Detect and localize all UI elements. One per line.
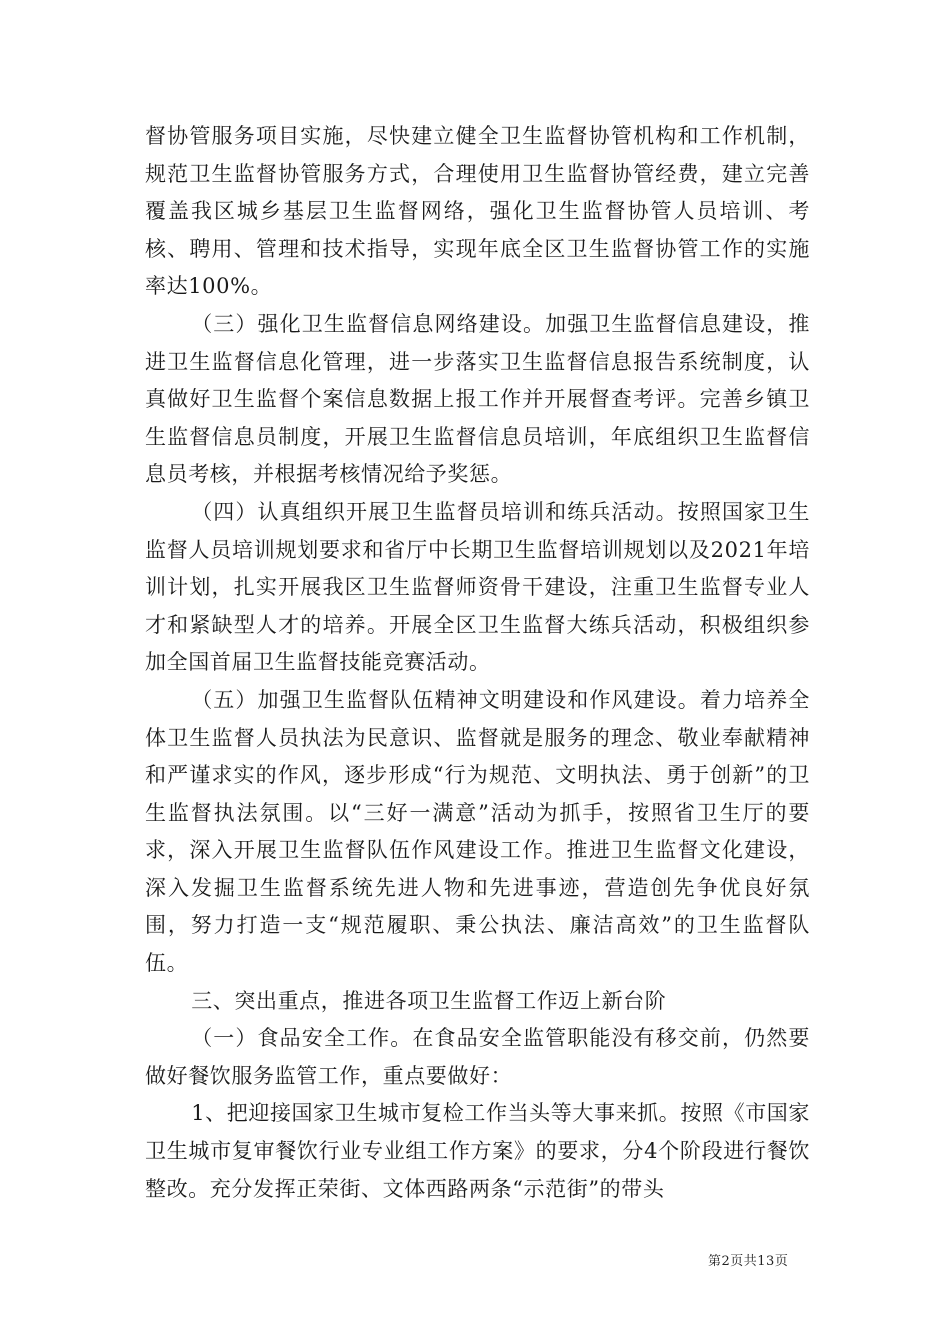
paragraph-continuation: 督协管服务项目实施，尽快建立健全卫生监督协管机构和工作机制，规范卫生监督协管服务方式，合理使用卫生监督协管经费，建立完善覆盖我区城乡基层卫生监督网络，强化卫生监督协管人员培训、考核、聘用、管理和技术指导，实现年底全区卫生监督协管工作的实施率达100%。 — [145, 124, 810, 299]
paragraph-section-5: （五）加强卫生监督队伍精神文明建设和作风建设。着力培养全体卫生监督人员执法为民意识、监督就是服务的理念、敬业奉献精神和严谨求实的作风，逐步形成“行为规范、文明执法、勇于创新”的卫生监督执法氛围。以“三好一满意”活动为抓手，按照省卫生厅的要求，深入开展卫生监督队伍作风建设工作。推进卫生监督文化建设，深入发掘卫生监督系统先进人物和先进事迹，营造创先争优良好氛围，努力打造一支“规范履职、秉公执法、廉洁高效”的卫生监督队伍。 — [145, 687, 810, 976]
paragraph-section-4: （四）认真组织开展卫生监督员培训和练兵活动。按照国家卫生监督人员培训规划要求和省厅中长期卫生监督培训规划以及2021年培训计划，扎实开展我区卫生监督师资骨干建设，注重卫生监督专业人才和紧缺型人才的培养。开展全区卫生监督大练兵活动，积极组织参加全国首届卫生监督技能竞赛活动。 — [145, 499, 810, 675]
heading-part-3: 三、突出重点，推进各项卫生监督工作迈上新台阶 — [191, 988, 667, 1013]
paragraph-section-3: （三）强化卫生监督信息网络建设。加强卫生监督信息建设，推进卫生监督信息化管理，进一步落实卫生监督信息报告系统制度，认真做好卫生监督个案信息数据上报工作并开展督查考评。完善乡镇卫生监督信息员制度，开展卫生监督信息员培训，年底组织卫生监督信息员考核，并根据考核情况给予奖惩。 — [145, 311, 810, 487]
paragraph-food-safety: （一）食品安全工作。在食品安全监管职能没有移交前，仍然要做好餐饮服务监管工作，重点要做好： — [145, 1026, 810, 1088]
paragraph-item-1: 1、把迎接国家卫生城市复检工作当头等大事来抓。按照《市国家卫生城市复审餐饮行业专业组工作方案》的要求，分4个阶段进行餐饮整改。充分发挥正荣街、文体西路两条“示范街”的带头 — [145, 1101, 810, 1201]
document-body — [145, 118, 810, 1208]
page-number: 第2页共13页 — [708, 1254, 789, 1269]
